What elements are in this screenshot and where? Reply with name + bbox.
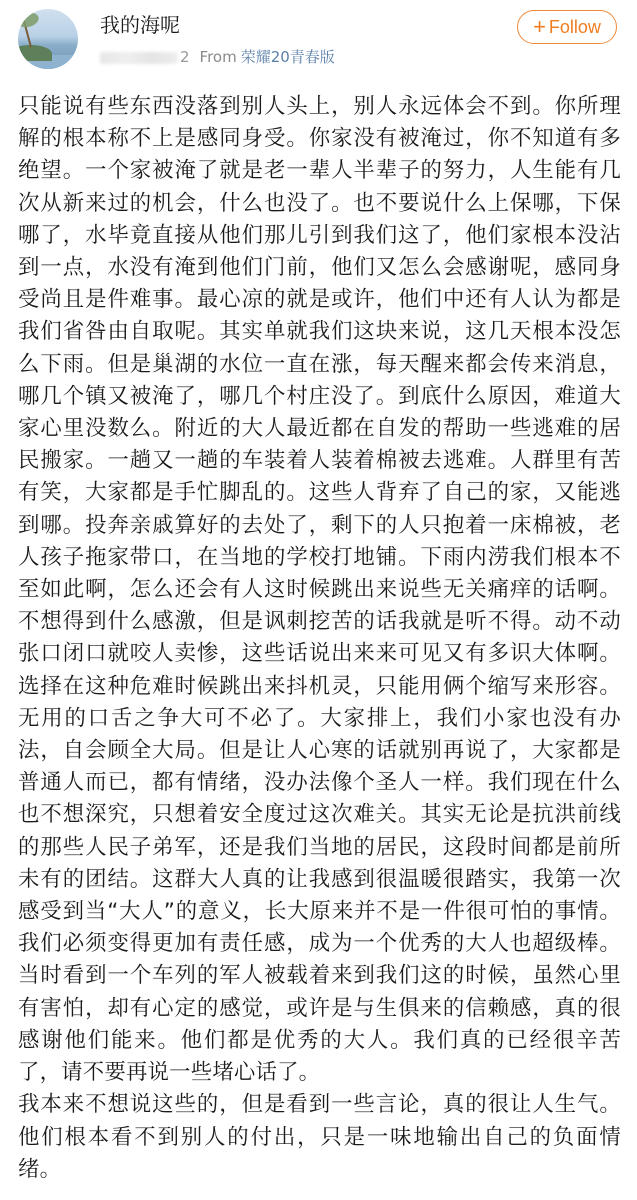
follow-button-label: Follow [548,17,601,37]
device-source-link[interactable]: 荣耀20青春版 [240,48,335,66]
post-body [18,91,621,1186]
post-paragraph: 只能说有些东西没落到别人头上，别人永远体会不到。你所理解的根本称不上是感同身受。你家没有被淹过，你不知道有多绝望。一个家被淹了就是老一辈人半辈子的努力，人生能有几次从新来过的机会，什么也没了。也不要说什么上保哪，下保哪了，水毕竟直接从他们那儿引到我们这了，他们家根本没沾到一点，水没有淹到他们门前，他们又怎么会感谢呢，感同身受尚且是件难事。最心凉的就是或许，他们中还有人认为都是我们省咎由自取呢。其实单就我们这块来说，这几天根本没怎么下雨。但是巢湖的水位一直在涨，每天醒来都会传来消息，哪几个镇又被淹了，哪几个村庄没了。到底什么原因，难道大家心里没数么。附近的大人最近都在自发的帮助一些逃难的居民搬家。一趟又一趟的车装着人装着棉被去逃难。人群里有苦有笑，大家都是手忙脚乱的。这些人背弃了自己的家，又能逃到哪。投奔亲戚算好的去处了，剩下的人只抱着一床棉被，老人孩子拖家带口，在当地的学校打地铺。下雨内涝我们根本不至如此啊，怎么还会有人这时候跳出来说些无关痛痒的话啊。不想得到什么感激，但是讽刺挖苦的话我就是听不得。动不动张口闭口就咬人卖惨，这些话说出来来可见又有多识大体啊。选择在这种危难时候跳出来抖机灵，只能用俩个缩写来形容。无用的口舌之争大可不必了。大家排上，我们小家也没有办法，自会顾全大局。但是让人心寒的话就别再说了，大家都是普通人而已，都有情绪，没办法像个圣人一样。我们现在什么也不想深究，只想着安全度过这次难关。其实无论是抗洪前线的那些人民子弟军，还是我们当地的居民，这段时间都是前所未有的团结。这群大人真的让我感到很温暖很踏实，我第一次感受到当“大人”的意义，长大原来并不是一件很可怕的事情。我们必须变得更加有责任感，成为一个优秀的大人也超级棒。当时看到一个车列的军人被载着来到我们这的时候，虽然心里有害怕，却有心定的感觉，或许是与生俱来的信赖感，真的很感谢他们能来。他们都是优秀的大人。我们真的已经很辛苦了，请不要再说一些堵心话了。 [18,94,621,1086]
from-label: From [199,48,237,66]
avatar[interactable] [18,9,78,69]
timestamp-tail: 2 [180,48,190,66]
avatar-tree-shape [23,15,51,48]
post-header [0,0,637,80]
post-paragraph: 我本来不想说这些的，但是看到一些言论，真的很让人生气。他们根本看不到别人的付出，只是一味地输出自己的负面情绪。 [18,1092,621,1182]
avatar-land-shape [18,45,52,61]
username[interactable]: 我的海呢 [100,13,180,37]
follow-button[interactable] [517,10,617,44]
blurred-timestamp [100,52,178,64]
post-meta [100,46,335,68]
plus-icon: + [533,14,546,39]
